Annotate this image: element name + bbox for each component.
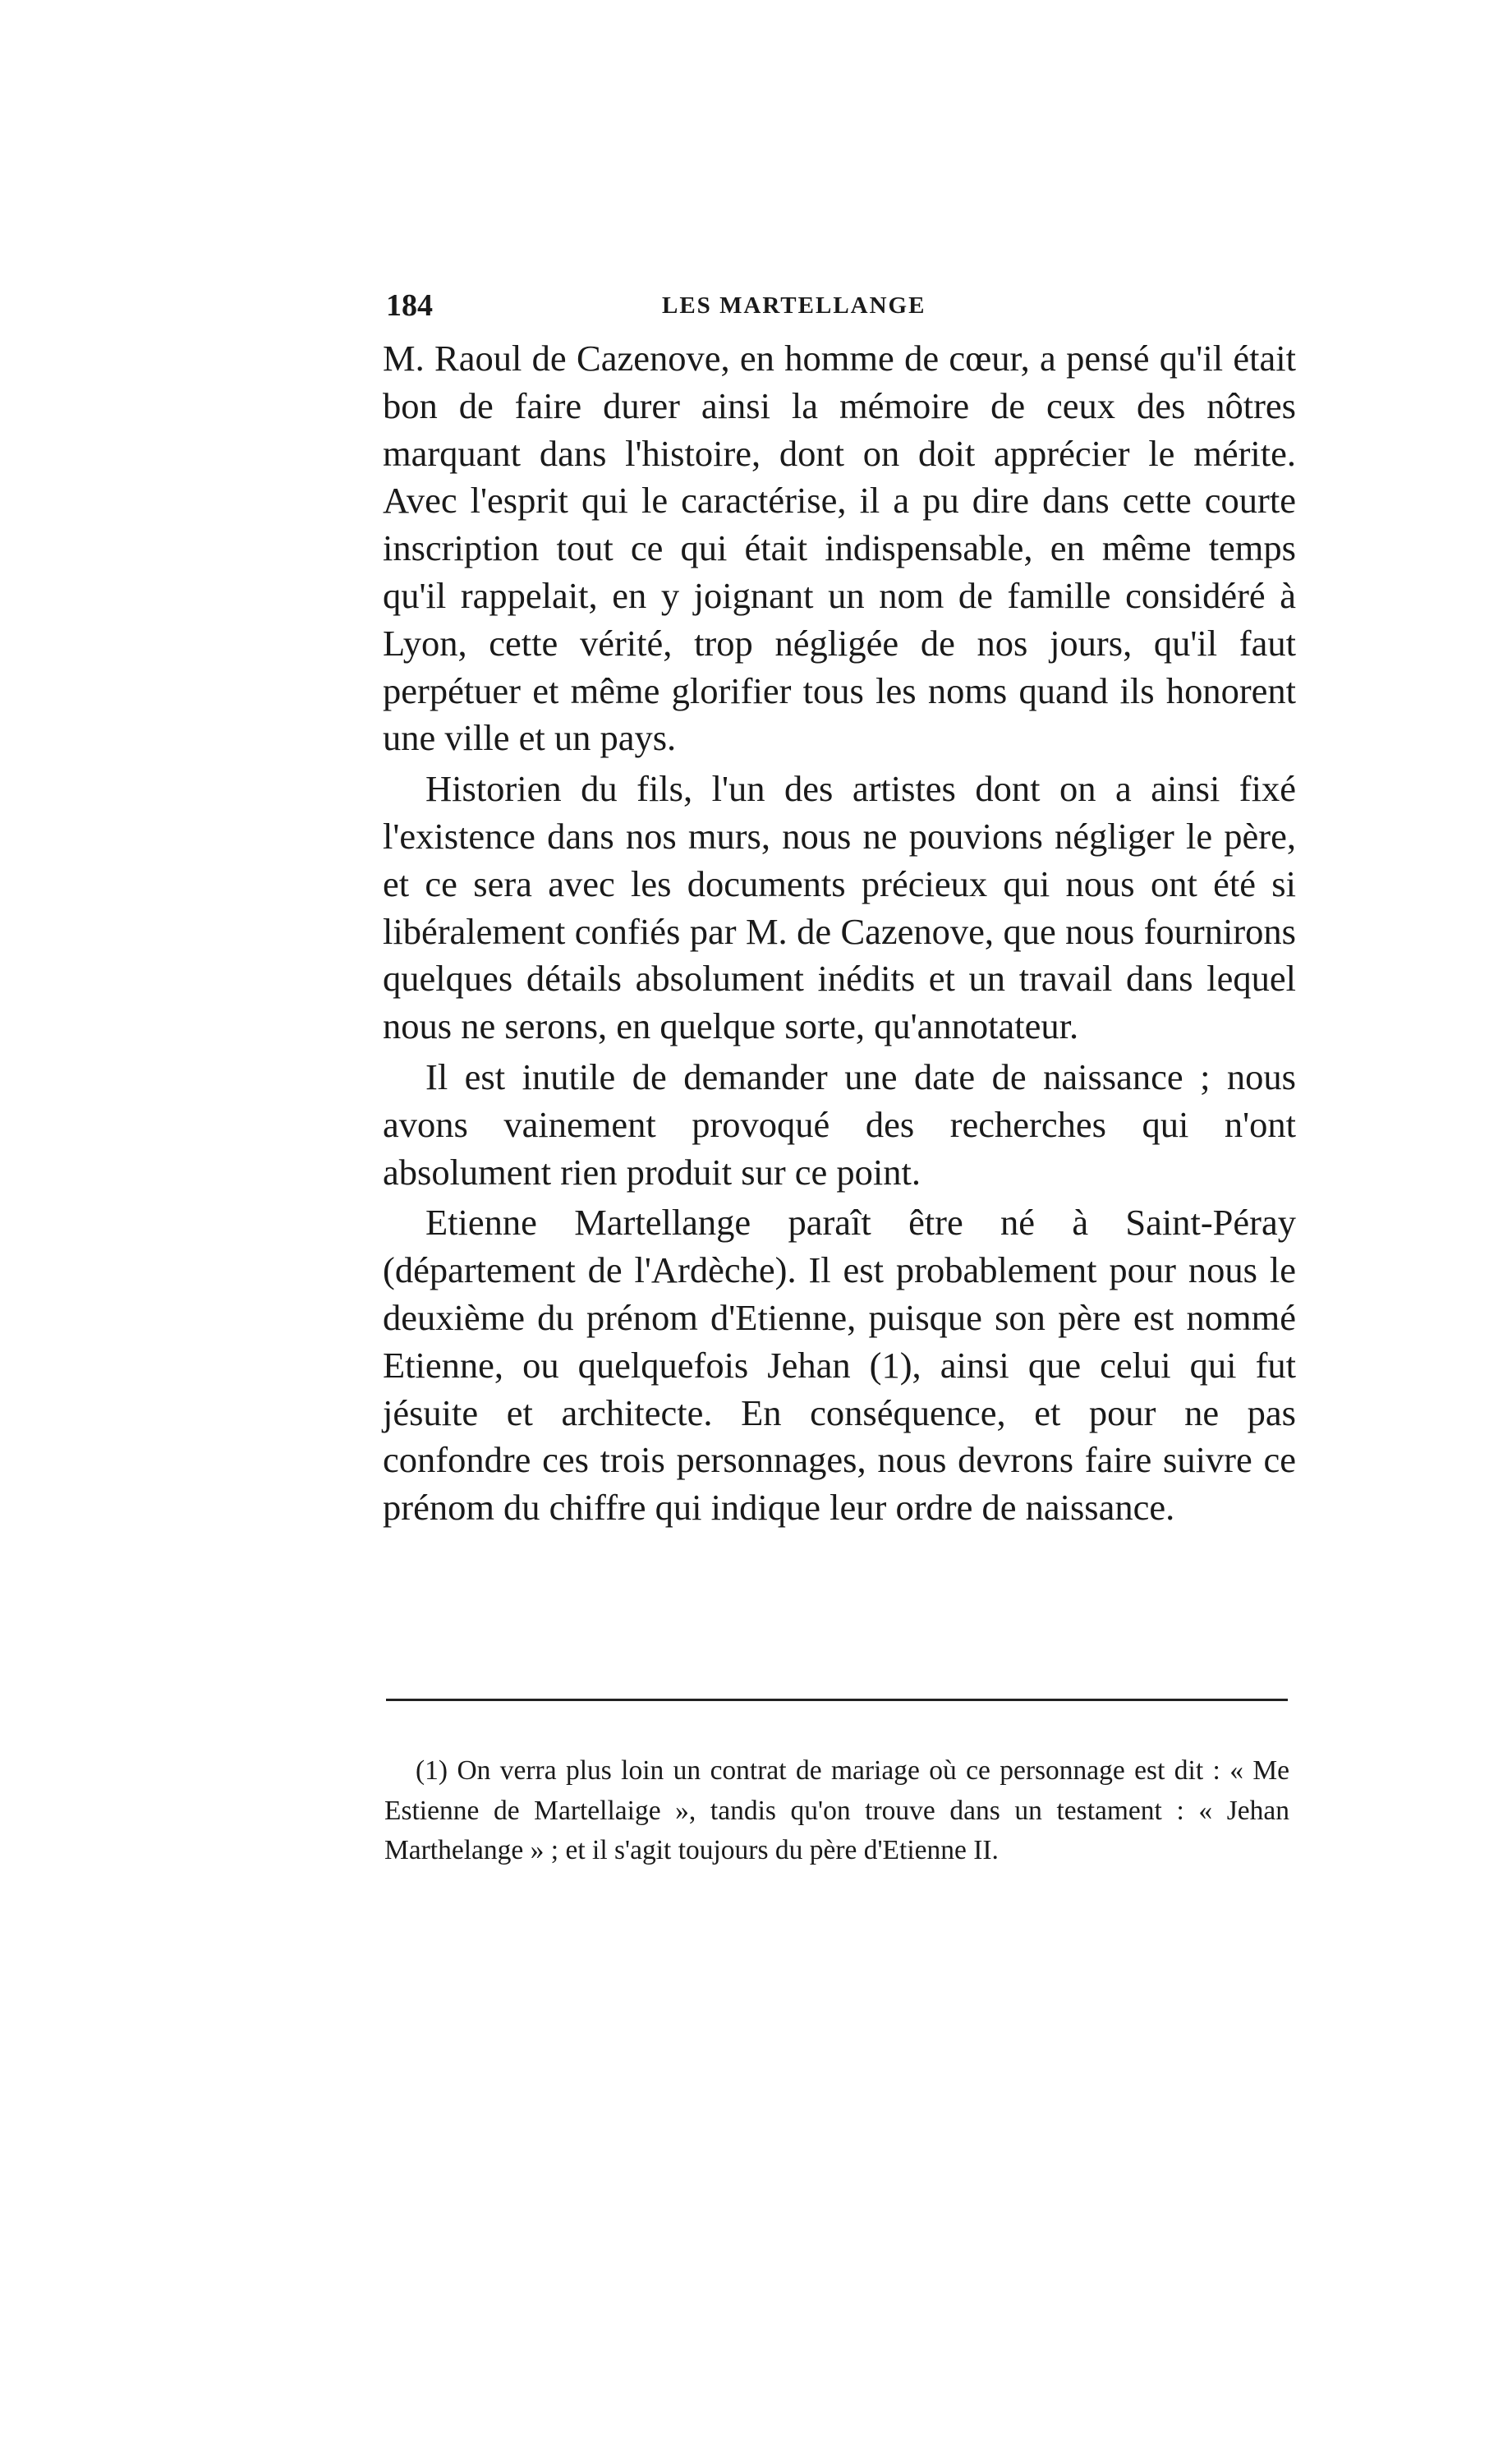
running-head <box>386 287 1298 329</box>
paragraph: M. Raoul de Cazenove, en homme de cœur, a pensé qu'il était bon de faire durer ainsi la mémoire de ceux des nôtres marquant dans l'histoire, dont on doit apprécier le mérite. Avec l'esprit qui le caractérise, il a pu dire dans cette courte inscription tout ce qui était indispensable, en même temps qu'il rappelait, en y joignant un nom de famille considéré à Lyon, cette vérité, trop négligée de nos jours, qu'il faut perpétuer et même glorifier tous les noms quand ils honorent une ville et un pays. <box>383 338 1296 759</box>
body-text <box>383 335 1296 1535</box>
paragraph: Etienne Martellange paraît être né à Saint-Péray (département de l'Ardèche). Il est probablement pour nous le deuxième du prénom d'Etienne, puisque son père est nommé Etienne, ou quelquefois Jehan (1), ainsi que celui qui fut jésuite et architecte. En conséquence, et pour ne pas confondre ces trois personnages, nous devrons faire suivre ce prénom du chiffre qui indique leur ordre de naissance. <box>383 1202 1296 1529</box>
running-title: LES MARTELLANGE <box>662 292 926 319</box>
page-number: 184 <box>386 288 433 323</box>
footnote-divider <box>386 1699 1288 1701</box>
paragraph: Il est inutile de demander une date de naissance ; nous avons vainement provoqué des recherches qui n'ont absolument rien produit sur ce point. <box>383 1055 1296 1193</box>
paragraph: Historien du fils, l'un des artistes dont on a ainsi fixé l'existence dans nos murs, nous ne pouvions négliger le père, et ce sera avec les documents précieux qui nous ont été si libéralement confiés par M. de Cazenove, que nous fournirons quelques détails absolument inédits et un travail dans lequel nous ne serons, en quelque sorte, qu'annotateur. <box>383 768 1296 1047</box>
footnote: (1) On verra plus loin un contrat de mariage où ce personnage est dit : « Me Estienne de Martellaige », tandis qu'on trouve dans un testament : « Jehan Marthelange » ; et il s'agit toujours du père d'Etienne II. <box>384 1755 1289 1865</box>
